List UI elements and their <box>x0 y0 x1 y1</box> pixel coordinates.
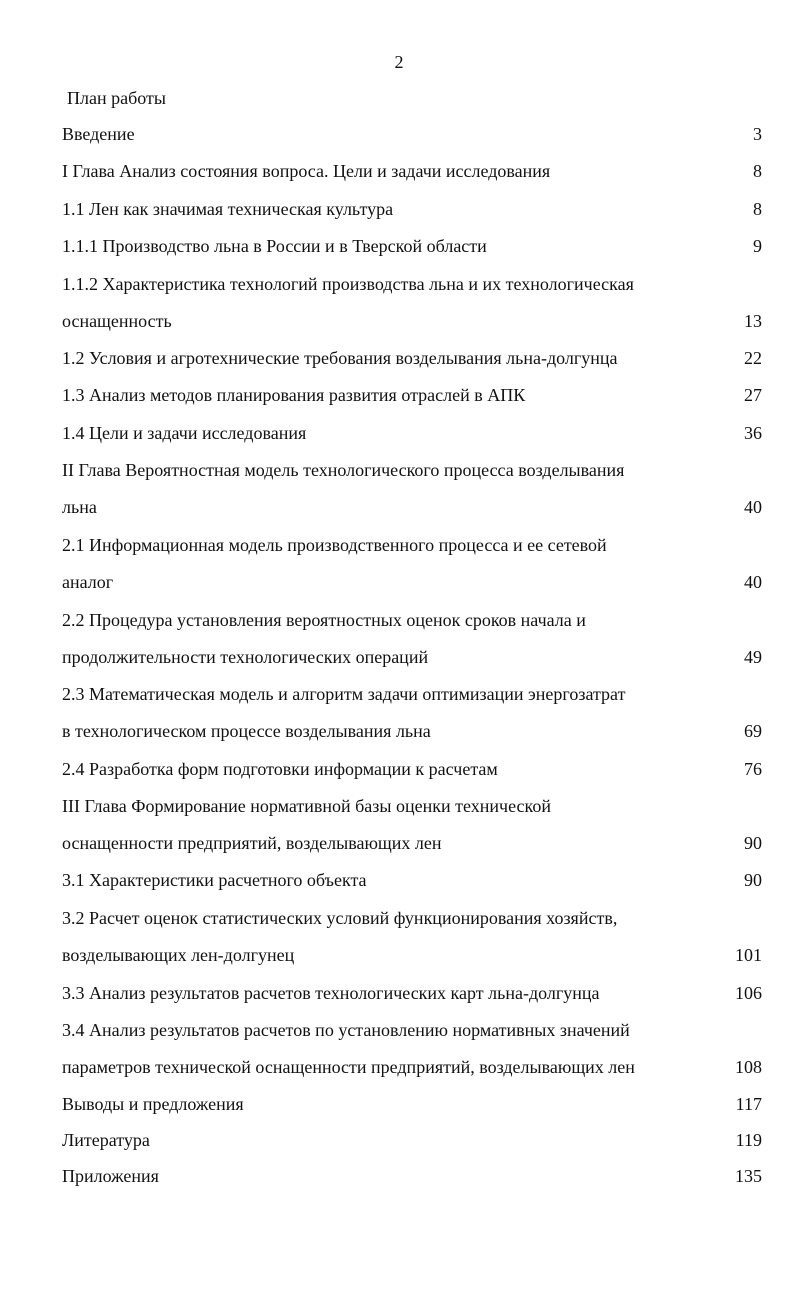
toc-entry <box>62 568 762 596</box>
toc-entry-page: 36 <box>744 423 762 443</box>
toc-entry-page: 117 <box>735 1094 762 1114</box>
toc-entry <box>62 493 762 521</box>
toc-entry <box>62 195 762 223</box>
toc-entry-page: 3 <box>753 124 762 144</box>
toc-entry-text: продолжительности технологических операций <box>62 647 429 667</box>
toc-entry-text: 1.3 Анализ методов планирования развития отраслей в АПК <box>62 385 526 405</box>
toc-entry-page: 106 <box>735 983 762 1003</box>
toc-entry-text: оснащенности предприятий, возделывающих лен <box>62 833 442 853</box>
toc-entry-text: Введение <box>62 124 135 144</box>
toc-entry-page: 108 <box>735 1057 762 1077</box>
toc-entry <box>62 270 762 298</box>
toc-entry-page: 27 <box>744 385 762 405</box>
toc-entry-text: льна <box>62 497 97 517</box>
toc-entry-text: 1.2 Условия и агротехнические требования возделывания льна-долгунца <box>62 348 618 368</box>
toc-entry-text: 3.3 Анализ результатов расчетов технологических карт льна-долгунца <box>62 983 600 1003</box>
toc-entry-page: 22 <box>744 348 762 368</box>
toc-entry <box>62 1126 762 1154</box>
toc-entry <box>62 1053 762 1081</box>
toc-entry <box>62 829 762 857</box>
toc-entry <box>62 1162 762 1190</box>
toc-entry-page: 69 <box>744 721 762 741</box>
toc-entry-page: 8 <box>753 161 762 181</box>
toc-entry-page: 40 <box>744 572 762 592</box>
toc-entry <box>62 755 762 783</box>
toc-entry-text: Выводы и предложения <box>62 1094 244 1114</box>
toc-entry-text: Литература <box>62 1130 150 1150</box>
toc-entry-text: 1.1.2 Характеристика технологий производства льна и их технологическая <box>62 274 634 294</box>
toc-entry-text: 2.1 Информационная модель производственного процесса и ее сетевой <box>62 535 607 555</box>
toc-title: План работы <box>67 88 166 108</box>
toc-entry-text: I Глава Анализ состояния вопроса. Цели и задачи исследования <box>62 161 551 181</box>
toc-entry <box>62 979 762 1007</box>
toc-entry <box>62 456 762 484</box>
toc-entry-text: аналог <box>62 572 114 592</box>
toc-entry-page: 9 <box>753 236 762 256</box>
toc-entry <box>62 232 762 260</box>
toc-entry-text: II Глава Вероятностная модель технологического процесса возделывания <box>62 460 625 480</box>
page-number: 2 <box>394 52 404 72</box>
toc-entry <box>62 792 762 820</box>
toc-entry-text: 3.2 Расчет оценок статистических условий функционирования хозяйств, <box>62 908 618 928</box>
toc-entry-page: 49 <box>744 647 762 667</box>
toc-entry <box>62 680 762 708</box>
toc-entry-text: 3.4 Анализ результатов расчетов по установлению нормативных значений <box>62 1020 630 1040</box>
toc-entry <box>62 531 762 559</box>
toc-entry-page: 13 <box>744 311 762 331</box>
toc-entry <box>62 381 762 409</box>
toc-entry-text: параметров технической оснащенности предприятий, возделывающих лен <box>62 1057 635 1077</box>
toc-entry-text: III Глава Формирование нормативной базы оценки технической <box>62 796 551 816</box>
toc-entry-text: Приложения <box>62 1166 159 1186</box>
toc-entry-text: 1.4 Цели и задачи исследования <box>62 423 307 443</box>
toc-entry <box>62 120 762 148</box>
toc-entry-text: 2.3 Математическая модель и алгоритм задачи оптимизации энергозатрат <box>62 684 626 704</box>
toc-entry-page: 135 <box>735 1166 762 1186</box>
toc-entry <box>62 1090 762 1118</box>
toc-entry <box>62 419 762 447</box>
toc-entry <box>62 941 762 969</box>
toc-entry <box>62 904 762 932</box>
toc-entry-text: 1.1 Лен как значимая техническая культура <box>62 199 394 219</box>
toc-entry-text: 3.1 Характеристики расчетного объекта <box>62 870 367 890</box>
toc-entry-text: 2.2 Процедура установления вероятностных оценок сроков начала и <box>62 610 586 630</box>
toc-entry-page: 119 <box>735 1130 762 1150</box>
toc-entry <box>62 606 762 634</box>
toc-entry-text: 1.1.1 Производство льна в России и в Тверской области <box>62 236 487 256</box>
toc-entry <box>62 1016 762 1044</box>
toc-entry-page: 8 <box>753 199 762 219</box>
toc-entry-text: возделывающих лен-долгунец <box>62 945 295 965</box>
toc-entry <box>62 643 762 671</box>
toc-entry-text: оснащенность <box>62 311 172 331</box>
toc-entry <box>62 307 762 335</box>
toc-entry-page: 40 <box>744 497 762 517</box>
toc-entry <box>62 717 762 745</box>
toc-entry <box>62 866 762 894</box>
toc-entry-text: 2.4 Разработка форм подготовки информации к расчетам <box>62 759 498 779</box>
toc-entry-page: 76 <box>744 759 762 779</box>
toc-entry-text: в технологическом процессе возделывания льна <box>62 721 431 741</box>
toc-entry-page: 90 <box>744 870 762 890</box>
toc-entry-page: 101 <box>735 945 762 965</box>
toc-entry-page: 90 <box>744 833 762 853</box>
toc-entry <box>62 344 762 372</box>
toc-entry <box>62 157 762 185</box>
